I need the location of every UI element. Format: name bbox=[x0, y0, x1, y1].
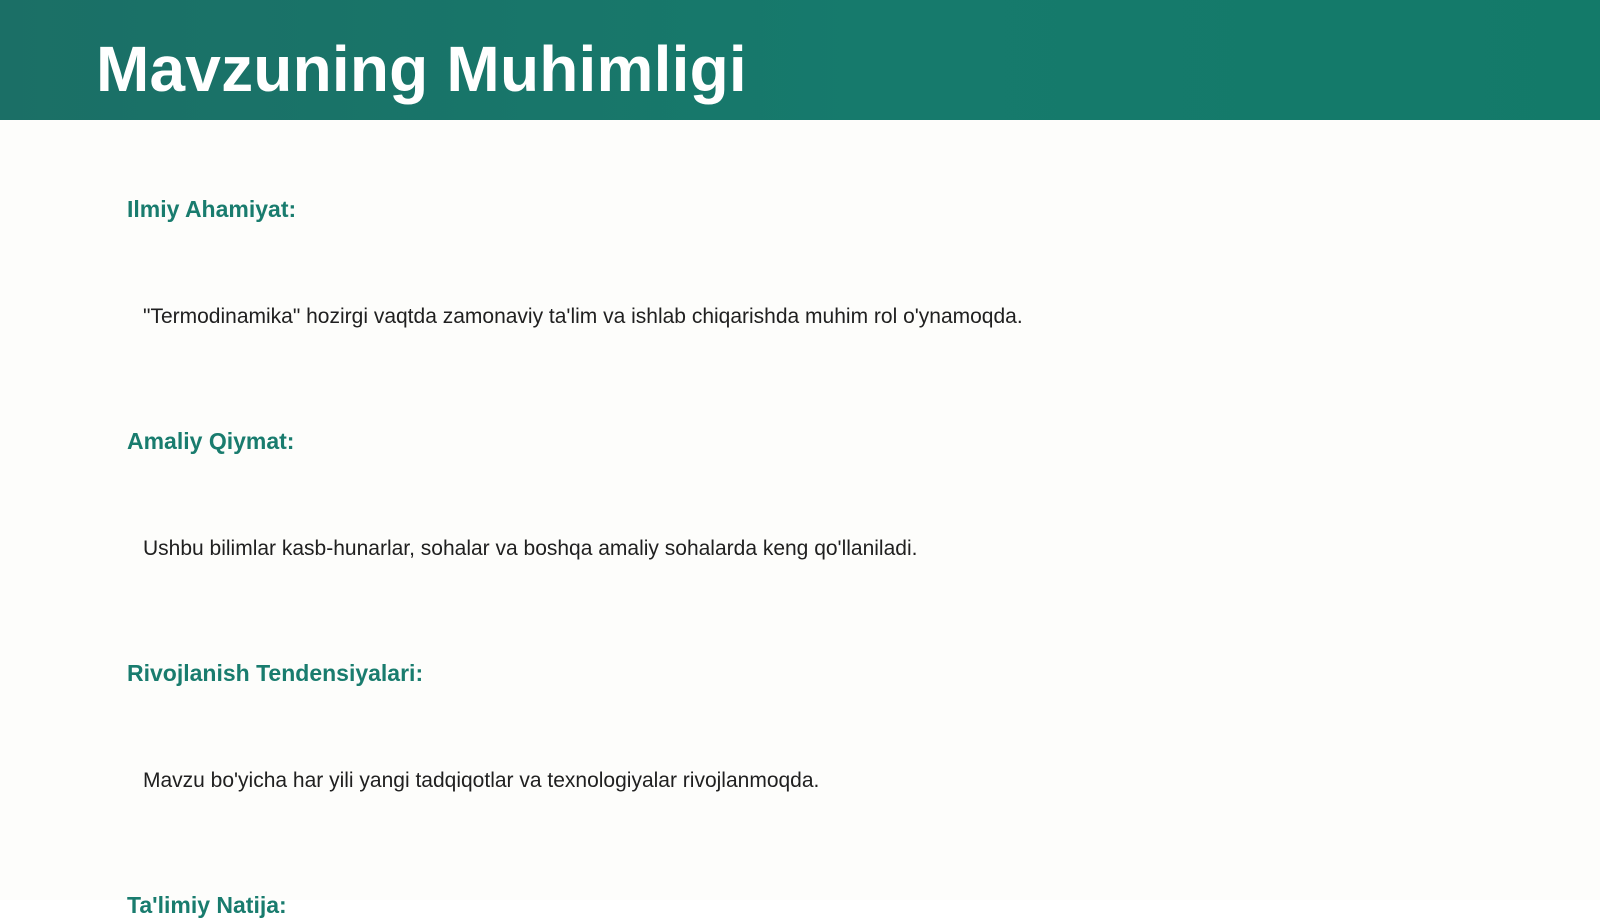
section-heading-rivojlanish-tendensiyalari: Rivojlanish Tendensiyalari: bbox=[127, 660, 424, 686]
section-body-amaliy-qiymat: Ushbu bilimlar kasb-hunarlar, sohalar va boshqa amaliy sohalarda keng qo'llaniladi. bbox=[143, 537, 918, 560]
section-heading-ilmiy-ahamiyat: Ilmiy Ahamiyat: bbox=[127, 196, 297, 222]
slide-header bbox=[0, 0, 1600, 120]
section-heading-talimiy-natija: Ta'limiy Natija: bbox=[127, 892, 287, 918]
slide-content bbox=[0, 120, 1600, 918]
section-heading-amaliy-qiymat: Amaliy Qiymat: bbox=[127, 428, 295, 454]
section-body-rivojlanish-tendensiyalari: Mavzu bo'yicha har yili yangi tadqiqotlar va texnologiyalar rivojlanmoqda. bbox=[143, 769, 820, 792]
section-body-ilmiy-ahamiyat: "Termodinamika" hozirgi vaqtda zamonaviy ta'lim va ishlab chiqarishda muhim rol o'ynamoqda. bbox=[143, 305, 1023, 328]
slide-title: Mavzuning Muhimligi bbox=[96, 33, 747, 105]
